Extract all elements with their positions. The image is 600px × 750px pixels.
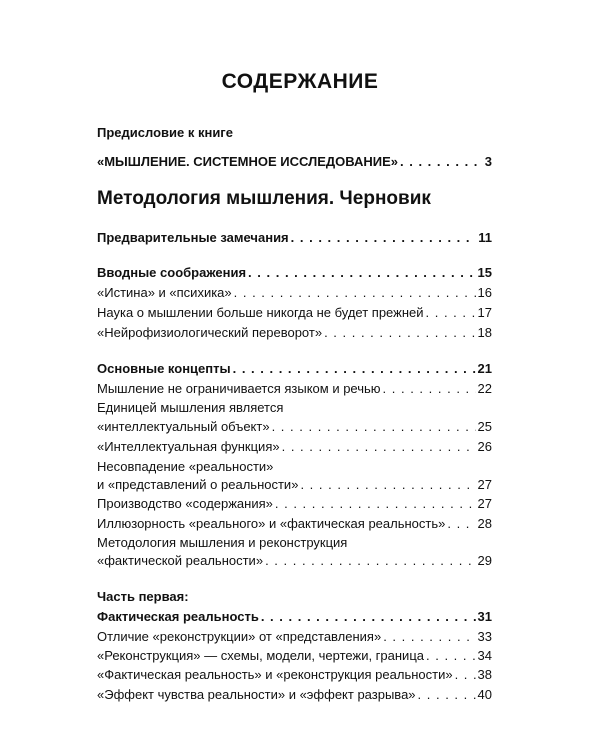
leader-dots (426, 648, 476, 664)
toc-entry-text: «Эффект чувства реальности» и «эффект разрыва» (97, 687, 416, 702)
toc-entry[interactable] (97, 477, 492, 493)
toc-entry[interactable] (97, 361, 492, 377)
toc-entry-text: Отличие «реконструкции» от «представления» (97, 629, 382, 644)
toc-entry-text: Фактическая реальность (97, 609, 259, 624)
section-title: Методология мышления. Черновик (97, 188, 431, 209)
toc-entry-text: «МЫШЛЕНИЕ. СИСТЕМНОЕ ИССЛЕДОВАНИЕ» (97, 154, 399, 169)
toc-entry-text: Мышление не ограничивается языком и речью (97, 381, 381, 396)
leader-dots (400, 154, 483, 170)
toc-entry-text: «Нейрофизиологический переворот» (97, 325, 323, 340)
toc-entry[interactable] (97, 496, 492, 512)
toc-entry[interactable] (97, 516, 492, 532)
toc-entry[interactable] (97, 381, 492, 397)
toc-entry[interactable] (97, 265, 492, 281)
toc-entry-text: «фактической реальности» (97, 553, 264, 568)
toc-entry-page: 11 (478, 230, 492, 245)
toc-entry-page: 40 (477, 687, 492, 702)
toc-entry-text: «интеллектуальный объект» (97, 419, 270, 434)
toc-entry-text: «Фактическая реальность» и «реконструкция реальности» (97, 667, 453, 682)
toc-entry[interactable] (97, 609, 492, 625)
preface-label: Предисловие к книге (97, 125, 233, 140)
toc-entry-page: 21 (477, 361, 492, 376)
toc-entry-text: Основные концепты (97, 361, 231, 376)
toc-entry-text: «Реконструкция» — схемы, модели, чертежи, граница (97, 648, 424, 663)
page-title: СОДЕРЖАНИЕ (221, 70, 379, 93)
toc-entry[interactable] (97, 648, 492, 664)
leader-dots (418, 687, 476, 703)
toc-entry[interactable] (97, 419, 492, 435)
leader-dots (383, 381, 476, 397)
leader-dots (272, 419, 476, 435)
toc-entry[interactable] (97, 305, 492, 321)
leader-dots (248, 265, 475, 281)
leader-dots (300, 477, 475, 493)
toc-entry-text: Вводные соображения (97, 265, 247, 280)
leader-dots (455, 667, 476, 683)
toc-entry-page: 18 (477, 325, 492, 340)
toc-entry-page: 27 (477, 477, 492, 492)
toc-entry-text: «Истина» и «психика» (97, 285, 232, 300)
toc-entry-page: 28 (477, 516, 492, 531)
toc-entry-page: 17 (477, 305, 492, 320)
toc-entry[interactable] (97, 553, 492, 569)
leader-dots (447, 516, 475, 532)
leader-dots (324, 325, 475, 341)
toc-entry-page: 31 (477, 609, 492, 624)
leader-dots (261, 609, 476, 625)
toc-entry[interactable] (97, 325, 492, 341)
toc-entry[interactable] (97, 230, 492, 246)
toc-entry-page: 16 (477, 285, 492, 300)
toc-entry-page: 29 (477, 553, 492, 568)
toc-entry-page: 25 (477, 419, 492, 434)
toc-entry-text: Единицей мышления является (97, 400, 284, 415)
toc-entry-text: Методология мышления и реконструкция (97, 535, 348, 550)
toc-entry-text: Предварительные замечания (97, 230, 289, 245)
toc-entry-text: и «представлений о реальности» (97, 477, 299, 492)
toc-entry-page: 27 (477, 496, 492, 511)
toc-entry-text: Производство «содержания» (97, 496, 273, 511)
toc-entry[interactable] (97, 285, 492, 301)
toc-entry[interactable] (97, 629, 492, 645)
toc-entry-page: 38 (477, 667, 492, 682)
leader-dots (275, 496, 476, 512)
part-heading: Часть первая: (97, 589, 189, 604)
toc-entry[interactable] (97, 667, 492, 683)
toc-entry[interactable] (97, 687, 492, 703)
toc-entry-text: Иллюзорность «реального» и «фактическая реальность» (97, 516, 446, 531)
leader-dots (234, 285, 476, 301)
toc-entry-page: 34 (477, 648, 492, 663)
toc-entry-preface[interactable] (97, 154, 492, 170)
toc-entry-page: 33 (477, 629, 492, 644)
leader-dots (426, 305, 476, 321)
leader-dots (265, 553, 475, 569)
toc-entry-text: Наука о мышлении больше никогда не будет прежней (97, 305, 424, 320)
toc-entry[interactable] (97, 439, 492, 455)
leader-dots (233, 361, 476, 377)
toc-entry-page: 26 (477, 439, 492, 454)
leader-dots (291, 230, 477, 246)
leader-dots (282, 439, 476, 455)
toc-entry-page: 3 (484, 154, 492, 169)
toc-entry-text: «Интеллектуальная функция» (97, 439, 280, 454)
toc-entry-page: 22 (477, 381, 492, 396)
toc-entry-page: 15 (477, 265, 492, 280)
leader-dots (383, 629, 475, 645)
toc-entry-text: Несовпадение «реальности» (97, 459, 274, 474)
